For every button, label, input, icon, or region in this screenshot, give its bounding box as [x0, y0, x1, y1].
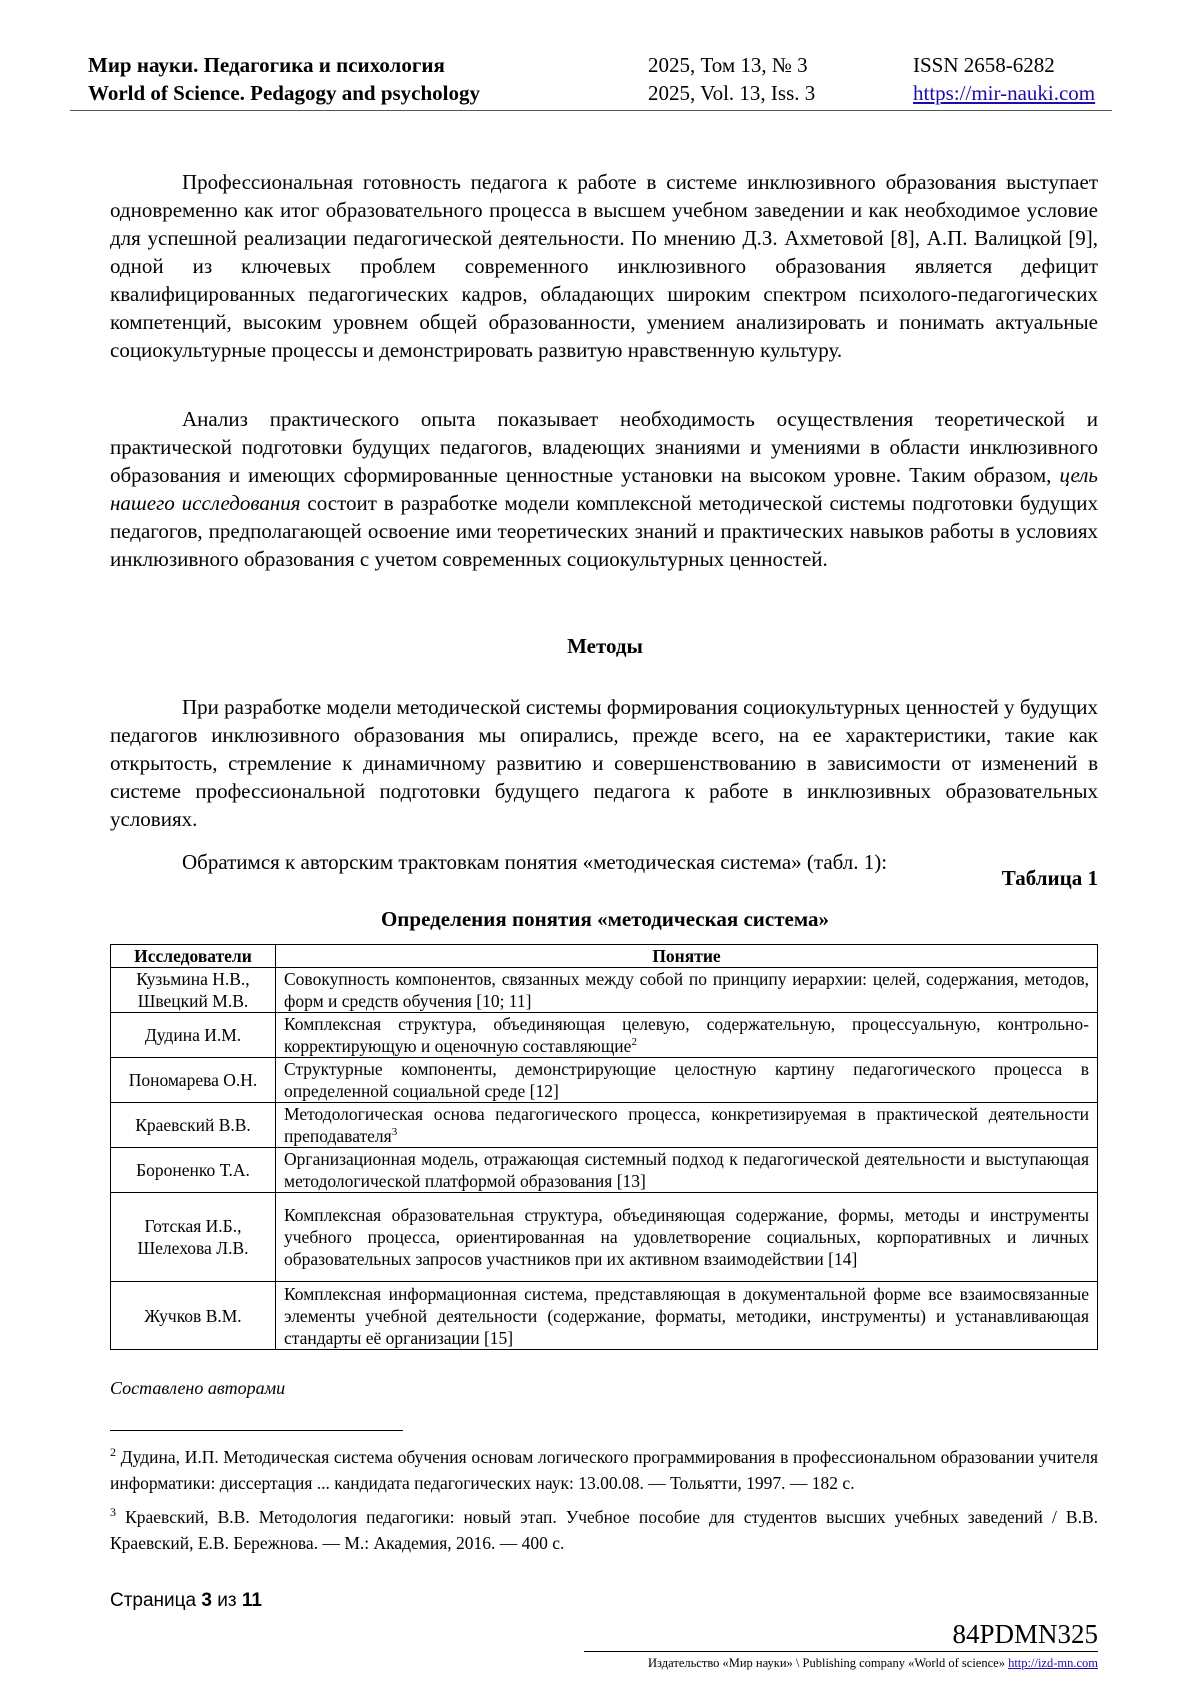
paragraph-research-goal-start: Анализ практического опыта показывает необходимость осуществления теоретической и практической подготовки будущих педагогов, владеющих знаниями и умениями в области инклюзивного образования и имеющих сформированные ценностные установки на высоком уровне. Таким образом, [110, 407, 1098, 487]
table-header-row [111, 945, 1098, 968]
definitions-table [110, 944, 1098, 1350]
footnote-divider [110, 1430, 403, 1431]
table-row [111, 1103, 1098, 1148]
page-current: 3 [201, 1590, 212, 1611]
definition-text: Совокупность компонентов, связанных между собой по принципу иерархии: целей, содержания, методов, форм и средств обучения [10; 11] [284, 969, 1089, 1011]
researcher-name: Швецкий М.В. [137, 991, 249, 1011]
paragraph-methods: При разработке модели методической системы формирования социокультурных ценностей у будущих педагогов инклюзивного образования мы опирались, прежде всего, на ее характеристики, такие как открытость, стремление к динамичному развитию и совершенствованию в зависимости от изменений в системе профессиональной подготовки будущего педагога к работе в инклюзивных образовательных условиях. [110, 695, 1098, 831]
definition-text: Комплексная информационная система, представляющая в документальной форме все взаимосвязанные элементы учебной деятельности (содержание, форматы, методики, инструменты) и устанавливающая стандарты её организации [15] [284, 1283, 1089, 1348]
footnote-ref[interactable]: 2 [631, 1036, 637, 1049]
researcher-name: Пономарева О.Н. [128, 1070, 258, 1090]
column-header-researchers: Исследователи [111, 945, 276, 968]
column-header-concept: Понятие [276, 945, 1098, 968]
journal-title-ru: Мир науки. Педагогика и психология [88, 53, 445, 77]
definition-text: Комплексная образовательная структура, объединяющая содержание, формы, методы и инструменты учебного процесса, ориентированная на удовлетворение социальных, корпоративных и личных образовательных запросов участников при их активном взаимодействии [14] [284, 1205, 1089, 1269]
section-heading-methods: Методы [567, 634, 643, 658]
definition-cell [276, 1282, 1098, 1350]
issn: ISSN 2658-6282 [913, 53, 1055, 77]
paragraph-research-goal [110, 405, 1098, 573]
page-label: Страница [110, 1590, 197, 1611]
journal-title-en: World of Science. Pedagogy and psychology [88, 81, 481, 105]
definition-text: Организационная модель, отражающая системный подход к педагогической деятельности и выступающая методологической платформой образования [13] [284, 1149, 1089, 1191]
paragraph-readiness: Профессиональная готовность педагога к работе в системе инклюзивного образования выступает одновременно как итог образовательного процесса в высшем учебном заведении и как необходимое условие для успешной реализации педагогической деятельности. По мнению Д.З. Ахметовой [8], А.П. Валицкой [9], одной из ключевых проблем современного инклюзивного образования является дефицит квалифицированных педагогических кадров, обладающих широким спектром психолого-педагогических компетенций, высоким уровнем общей образованности, умением анализировать и понимать актуальные социокультурные процессы и демонстрировать развитую нравственную культуру. [110, 170, 1098, 362]
table-row [111, 1193, 1098, 1282]
table-number: Таблица 1 [1001, 866, 1098, 890]
definition-cell [276, 1013, 1098, 1058]
researcher-name: Дудина И.М. [144, 1025, 242, 1045]
researcher-cell [111, 1148, 276, 1193]
researcher-cell [111, 1193, 276, 1282]
journal-website-link[interactable]: https://mir-nauki.com [913, 81, 1096, 105]
page-total: 11 [241, 1590, 262, 1611]
researcher-cell [111, 968, 276, 1013]
researcher-cell [111, 1058, 276, 1103]
researcher-name: Кузьмина Н.В., [136, 969, 250, 989]
header-divider [70, 110, 1112, 111]
table-title: Определения понятия «методическая система» [380, 907, 830, 931]
issue-block [648, 51, 815, 107]
researcher-name: Жучков В.М. [144, 1305, 242, 1326]
issn-block [913, 51, 1095, 107]
footnote-text: Дудина, И.П. Методическая система обучения основам логического программирования в профессиональном образовании учителя информатики: диссертация ... кандидата педагогических наук: 13.00.08. — Тольятти, 1997. — 182 с. [110, 1447, 1099, 1493]
table-row [111, 1013, 1098, 1058]
footnote-2 [110, 1444, 1098, 1496]
publisher-line [648, 1655, 1098, 1671]
researcher-name: Бороненко Т.А. [136, 1160, 250, 1180]
definition-text: Структурные компоненты, демонстрирующие целостную картину педагогического процесса в определенной социальной среде [12] [284, 1059, 1089, 1101]
issue-en: 2025, Vol. 13, Iss. 3 [648, 81, 816, 105]
footnote-text: Краевский, В.В. Методология педагогики: новый этап. Учебное пособие для студентов высших учебных заведений / В.В. Краевский, Е.В. Бережнова. — М.: Академия, 2016. — 400 с. [110, 1507, 1098, 1553]
footnote-ref[interactable]: 3 [391, 1126, 398, 1139]
journal-title-block [88, 51, 480, 107]
page-of: из [217, 1590, 237, 1611]
researcher-cell [111, 1013, 276, 1058]
table-row [111, 1148, 1098, 1193]
footer-divider [584, 1651, 1098, 1652]
footnote-3 [110, 1504, 1098, 1556]
table-source-note: Составлено авторами [110, 1378, 286, 1398]
definition-cell [276, 1193, 1098, 1282]
publisher-text: Издательство «Мир науки» \ Publishing company «World of science» [648, 1656, 1005, 1670]
researcher-cell [111, 1282, 276, 1350]
page-number [110, 1588, 262, 1614]
definition-text: Комплексная структура, объединяющая целевую, содержательную, процессуальную, контрольно-корректирующую и оценочную составляющие [284, 1014, 1089, 1056]
researcher-name: Шелехова Л.В. [137, 1238, 249, 1258]
researcher-cell [111, 1103, 276, 1148]
article-code: 84PDMN325 [952, 1619, 1098, 1649]
definition-cell [276, 968, 1098, 1013]
issue-ru: 2025, Том 13, № 3 [648, 53, 808, 77]
definition-cell [276, 1148, 1098, 1193]
researcher-name: Готская И.Б., [144, 1216, 242, 1236]
paragraph-research-goal-end: состоит в разработке модели комплексной методической системы подготовки будущих педагогов, предполагающей освоение ими теоретических знаний и практических навыков работы в условиях инклюзивного образования с учетом современных социокультурных ценностей. [110, 491, 1098, 571]
definition-cell [276, 1058, 1098, 1103]
footnote-mark: 3 [110, 1505, 116, 1520]
researcher-name: Краевский В.В. [135, 1115, 251, 1135]
definition-text: Методологическая основа педагогического процесса, конкретизируемая в практической деятельности преподавателя [284, 1104, 1089, 1146]
table-row [111, 1282, 1098, 1350]
table-row [111, 968, 1098, 1013]
paragraph-table-intro: Обратимся к авторским трактовкам понятия «методическая система» (табл. 1): [182, 850, 888, 874]
footnote-mark: 2 [110, 1445, 116, 1460]
publisher-link[interactable]: http://izd-mn.com [1008, 1656, 1098, 1670]
definition-cell [276, 1103, 1098, 1148]
table-row [111, 1058, 1098, 1103]
research-goal-emphasis: цель нашего исследования [110, 463, 1098, 515]
